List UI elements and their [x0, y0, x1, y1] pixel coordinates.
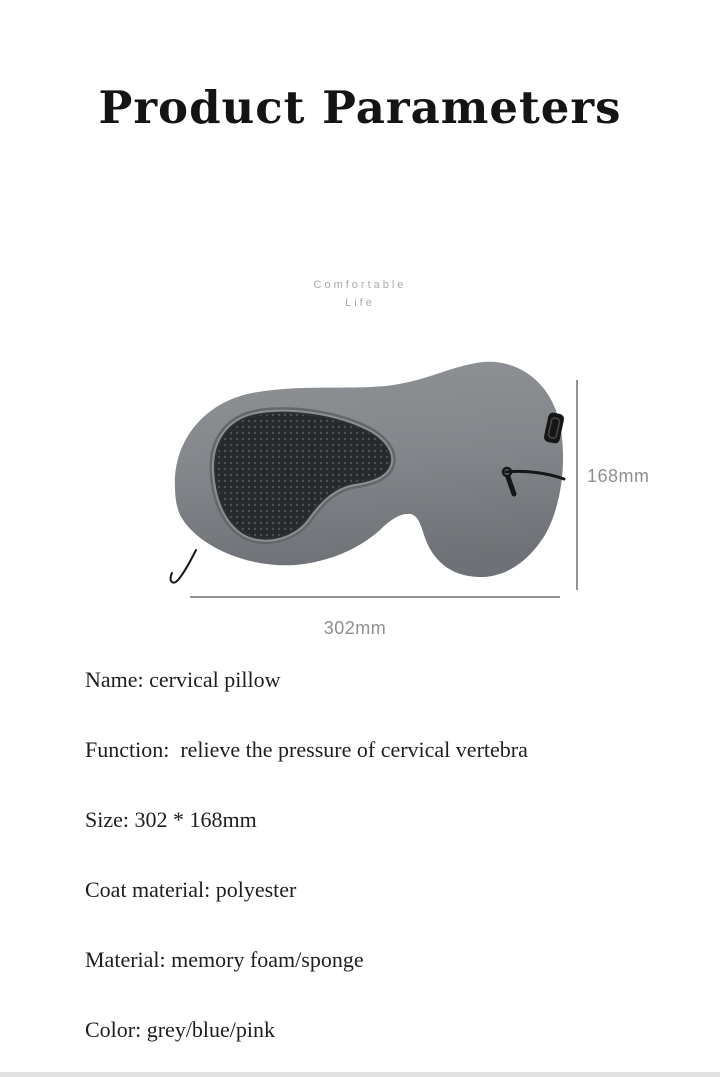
section-divider	[0, 1072, 720, 1077]
page-title: Product Parameters	[98, 81, 622, 134]
spec-name: Name: cervical pillow	[85, 667, 281, 692]
hang-string	[171, 550, 196, 583]
brand-watermark	[0, 276, 720, 312]
product-figure	[0, 340, 720, 650]
width-dimension-label: 302mm	[323, 618, 387, 638]
spec-color: Color: grey/blue/pink	[85, 1017, 276, 1042]
spec-function: Function: relieve the pressure of cervical vertebra	[85, 737, 528, 762]
spec-size: Size: 302 * 168mm	[85, 807, 257, 832]
spec-coat-material: Coat material: polyester	[85, 877, 297, 902]
watermark-line2: Life	[345, 297, 375, 309]
watermark-line1: Comfortable	[313, 279, 407, 291]
spec-material: Material: memory foam/sponge	[85, 947, 364, 972]
spec-list	[85, 666, 680, 1077]
height-dimension-label: 168mm	[587, 466, 650, 486]
